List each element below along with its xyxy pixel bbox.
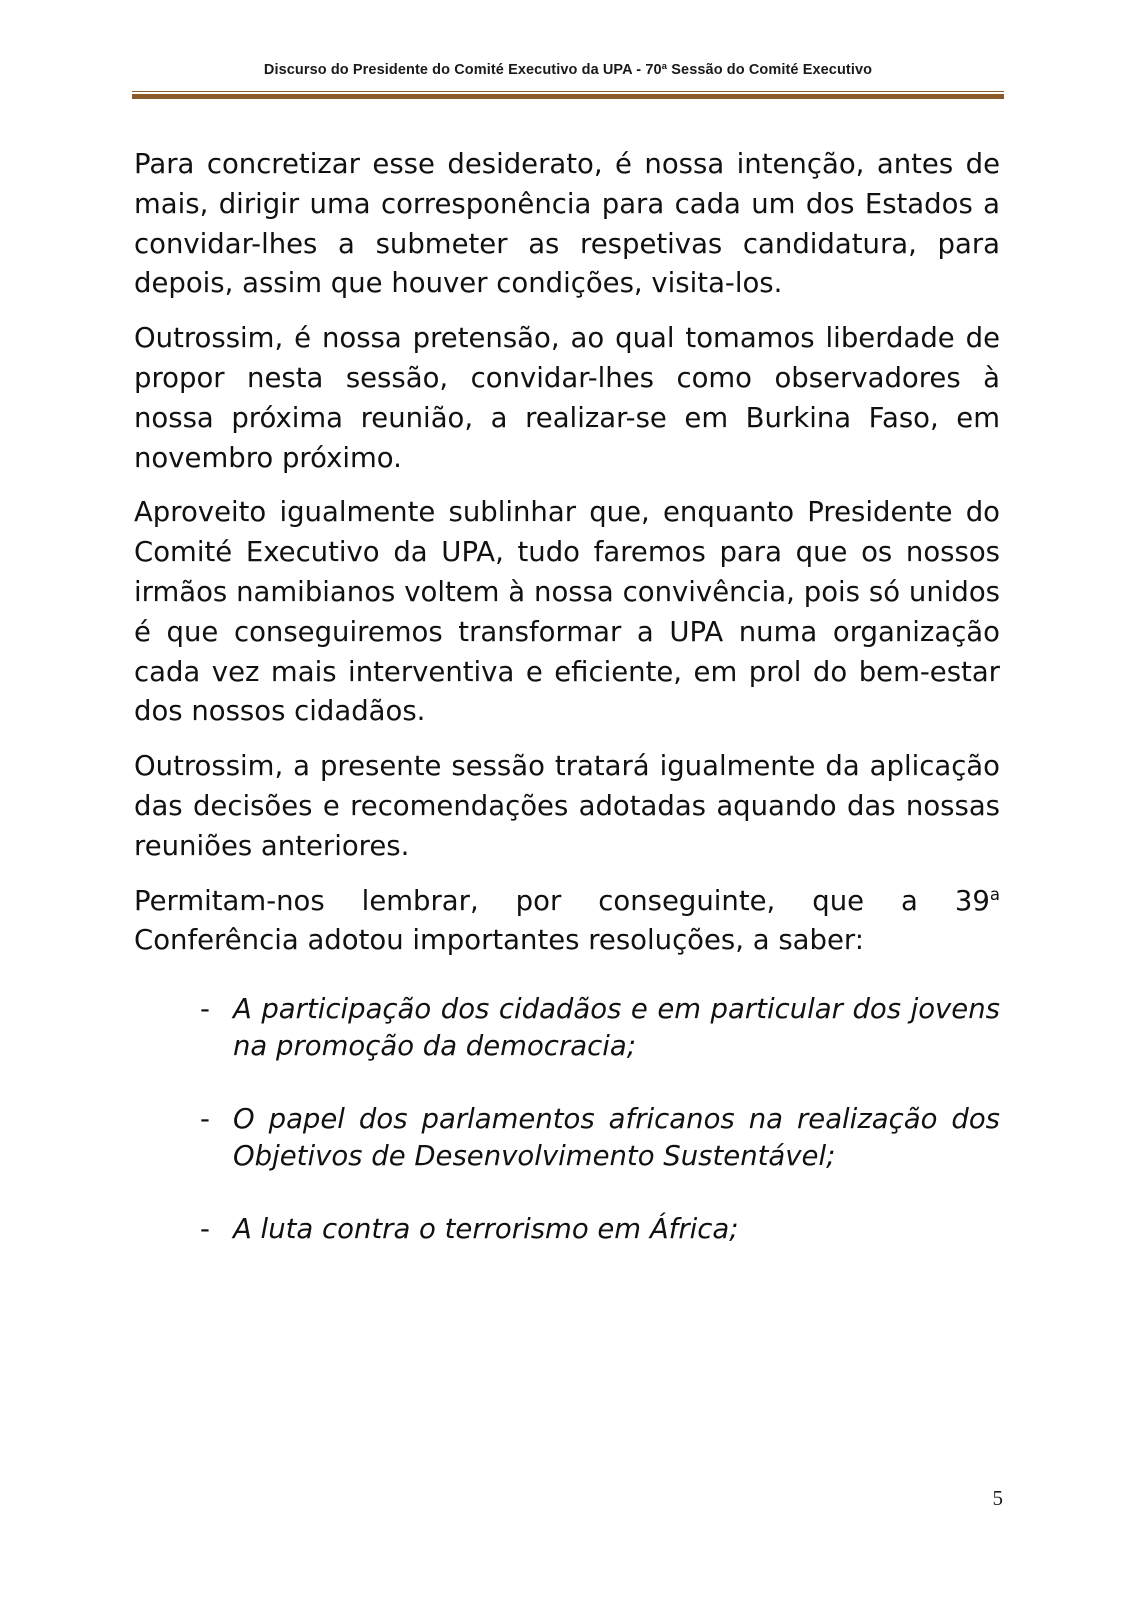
list-item bbox=[134, 991, 1000, 1065]
list-item bbox=[134, 1101, 1000, 1175]
paragraph-conference-resolutions bbox=[134, 882, 1000, 962]
resolutions-list bbox=[134, 991, 1000, 1248]
paragraph-intent: Para concretizar esse desiderato, é nossa intenção, antes de mais, dirigir uma corresponência para cada um dos Estados a convidar-lhes a submeter as respetivas candidatura, para depois, assim que houver condições, visita-los. bbox=[134, 148, 1000, 300]
page-number: 5 bbox=[992, 1486, 1003, 1510]
list-dash: - bbox=[200, 1103, 210, 1136]
resolution-text: O papel dos parlamentos africanos na realização dos Objetivos de Desenvolvimento Sustentável; bbox=[233, 1103, 1000, 1173]
header-rule-thin bbox=[132, 91, 1004, 92]
paragraph-session-agenda: Outrossim, a presente sessão tratará igualmente da aplicação das decisões e recomendações adotadas aquando das nossas reuniões anteriores. bbox=[134, 750, 1000, 862]
header-rule-thick bbox=[132, 94, 1004, 99]
paragraph-observers: Outrossim, é nossa pretensão, ao qual tomamos liberdade de propor nesta sessão, convidar-lhes como observadores à nossa próxima reunião, a realizar-se em Burkina Faso, em novembro próximo. bbox=[134, 322, 1000, 474]
list-dash: - bbox=[200, 1213, 210, 1246]
paragraph-namibia: Aproveito igualmente sublinhar que, enquanto Presidente do Comité Executivo da UPA, tudo faremos para que os nossos irmãos namibianos voltem à nossa convivência, pois só unidos é que conseguiremos transformar a UPA numa organização cada vez mais interventiva e eficiente, em prol do bem-estar dos nossos cidadãos. bbox=[134, 496, 1000, 728]
list-dash: - bbox=[200, 993, 210, 1026]
running-header: Discurso do Presidente do Comité Executivo da UPA - 70ª Sessão do Comité Executivo bbox=[263, 62, 873, 78]
ordinal-superscript: a bbox=[989, 884, 1000, 904]
page-body bbox=[134, 145, 1000, 1284]
resolution-text: A luta contra o terrorismo em África; bbox=[233, 1213, 739, 1246]
closing-text-start: Permitam-nos lembrar, por conseguinte, que a 39 bbox=[134, 884, 990, 917]
resolution-text: A participação dos cidadãos e em particular dos jovens na promoção da democracia; bbox=[233, 993, 1000, 1063]
closing-text-end: Conferência adotou importantes resoluções, a saber: bbox=[134, 924, 864, 957]
list-item bbox=[134, 1211, 1000, 1248]
